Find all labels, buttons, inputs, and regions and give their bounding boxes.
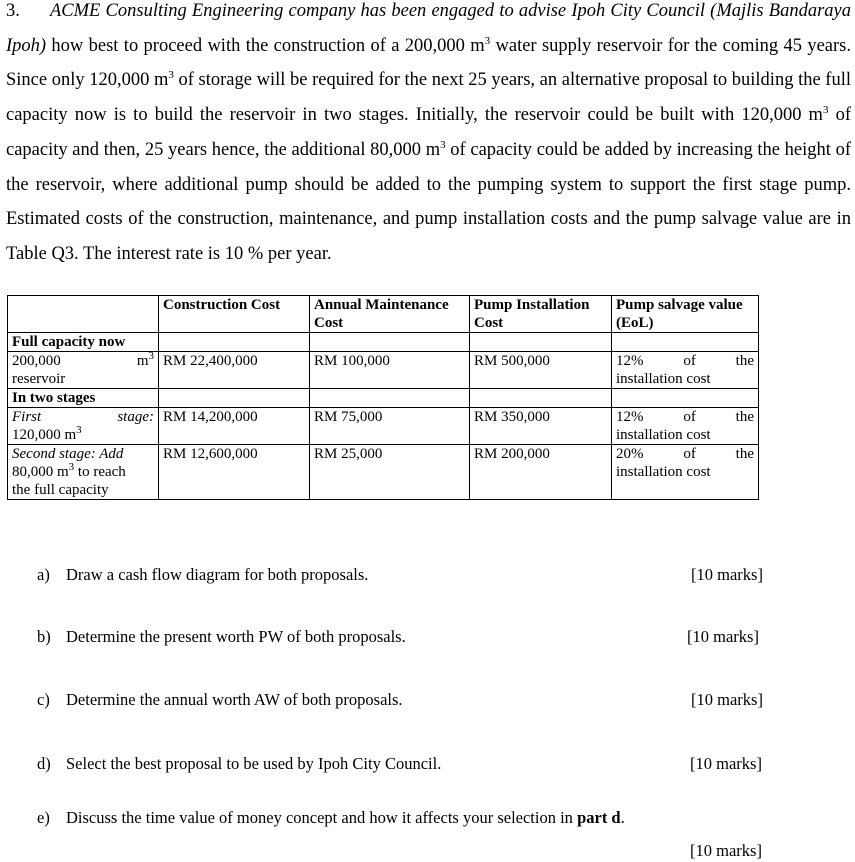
- question-text: of storage will be required for the next 25 years, an alternative proposal to building the full capacity now is to build the reservoir in two stages. Initially, the reservoir could be built with 120,000 m: [6, 70, 851, 126]
- part-text: Determine the annual worth AW of both proposals.: [66, 690, 403, 709]
- maintenance-cost: RM 100,000: [310, 352, 470, 389]
- question-text: of capacity and then, 25 years hence, the additional 80,000 m: [6, 105, 851, 160]
- table-header: [8, 296, 159, 333]
- salvage-part: the: [735, 409, 754, 425]
- label-part: the full capacity: [12, 482, 109, 498]
- table-header-row: [8, 296, 759, 333]
- superscript: 3: [148, 350, 154, 362]
- maintenance-cost: RM 25,000: [310, 445, 470, 500]
- marks-d: [10 marks]: [690, 754, 762, 773]
- table-cell: [159, 389, 310, 408]
- section-label: In two stages: [8, 389, 159, 408]
- part-bold: part d: [577, 808, 621, 827]
- marks-b: [10 marks]: [687, 627, 759, 646]
- superscript: 3: [822, 103, 829, 116]
- table-cell: [310, 389, 470, 408]
- salvage-part: 20%: [616, 446, 644, 462]
- superscript: 3: [484, 34, 491, 47]
- pump-cost: RM 500,000: [470, 352, 612, 389]
- part-text: Draw a cash flow diagram for both proposals.: [66, 565, 369, 584]
- construction-cost: RM 14,200,000: [159, 408, 310, 445]
- label-part: to reach: [74, 464, 126, 480]
- row-label: [8, 408, 159, 445]
- salvage-part: 12%: [616, 409, 644, 425]
- part-c: [37, 690, 403, 710]
- question-title: ACME Consulting Engineering company has been engaged to advise Ipoh City Council (Majlis Bandaraya Ipoh): [6, 1, 851, 56]
- marks-c: [10 marks]: [691, 690, 763, 709]
- label-part: 200,000: [12, 353, 61, 369]
- superscript: 3: [76, 424, 82, 436]
- part-label: b): [37, 627, 51, 646]
- part-a: [37, 565, 368, 585]
- salvage-value: [612, 408, 759, 445]
- table-section-row: [8, 333, 759, 352]
- marks-e: [10 marks]: [690, 841, 762, 860]
- label-part: reservoir: [12, 371, 66, 387]
- table-section-row: [8, 389, 759, 408]
- part-label: a): [37, 565, 50, 584]
- marks-a: [10 marks]: [691, 565, 763, 584]
- question-text: water supply reservoir for the coming 45 years. Since only 120,000 m: [6, 35, 851, 91]
- cost-table: [7, 295, 759, 500]
- salvage-value: [612, 352, 759, 389]
- salvage-part: 12%: [616, 353, 644, 369]
- construction-cost: RM 22,400,000: [159, 352, 310, 389]
- table-row: [8, 408, 759, 445]
- pump-cost: RM 200,000: [470, 445, 612, 500]
- table-header: Pump Installation Cost: [470, 296, 612, 333]
- label-part: 120,000 m: [12, 427, 77, 443]
- salvage-part: of: [683, 446, 696, 462]
- section-label: Full capacity now: [8, 333, 159, 352]
- construction-cost: RM 12,600,000: [159, 445, 310, 500]
- part-label: d): [37, 754, 51, 773]
- part-text: Discuss the time value of money concept and how it affects your selection in: [66, 808, 578, 827]
- superscript: 3: [68, 461, 75, 473]
- question-text: how best to proceed with the construction of a 200,000 m: [46, 35, 485, 56]
- part-text: Select the best proposal to be used by Ipoh City Council.: [66, 754, 442, 773]
- question-paragraph: [6, 0, 851, 272]
- label-part: First: [12, 409, 42, 425]
- salvage-part: the: [735, 446, 754, 462]
- table-header: Annual Maintenance Cost: [310, 296, 470, 333]
- salvage-part: of: [683, 353, 696, 369]
- part-text-end: .: [620, 808, 625, 827]
- part-label: c): [37, 690, 50, 709]
- table-cell: [612, 333, 759, 352]
- salvage-part: of: [683, 409, 696, 425]
- maintenance-cost: RM 75,000: [310, 408, 470, 445]
- row-label: [8, 445, 159, 500]
- salvage-part: installation cost: [616, 464, 711, 480]
- salvage-value: [612, 445, 759, 500]
- table-cell: [310, 333, 470, 352]
- part-label: e): [37, 808, 50, 827]
- superscript: 3: [168, 69, 174, 82]
- pump-cost: RM 350,000: [470, 408, 612, 445]
- table-header: Pump salvage value (EoL): [612, 296, 759, 333]
- part-e: [37, 808, 625, 828]
- part-b: [37, 627, 406, 647]
- label-part: stage:: [117, 409, 154, 425]
- part-text: Determine the present worth PW of both proposals.: [66, 627, 406, 646]
- row-label: [8, 352, 159, 389]
- table-cell: [612, 389, 759, 408]
- salvage-part: the: [735, 353, 754, 369]
- table-cell: [159, 333, 310, 352]
- table-cell: [470, 389, 612, 408]
- question-number: 3.: [6, 1, 20, 21]
- label-part: Second stage: Add: [12, 446, 124, 462]
- superscript: 3: [440, 138, 446, 151]
- table-row: [8, 352, 759, 389]
- question-text: of capacity could be added by increasing the height of the reservoir, where additional pump should be added to the pumping system to support the first stage pump. Estimated costs of the construction, maintenance, and pump installation costs and the pump salvage value are in Table Q3. The interest rate is 10 % per year.: [6, 139, 851, 264]
- table-row: [8, 445, 759, 500]
- label-part: 80,000 m: [12, 464, 69, 480]
- table-cell: [470, 333, 612, 352]
- part-d: [37, 754, 441, 774]
- table-header: Construction Cost: [159, 296, 310, 333]
- salvage-part: installation cost: [616, 427, 711, 443]
- label-part: m: [136, 353, 149, 369]
- salvage-part: installation cost: [616, 371, 711, 387]
